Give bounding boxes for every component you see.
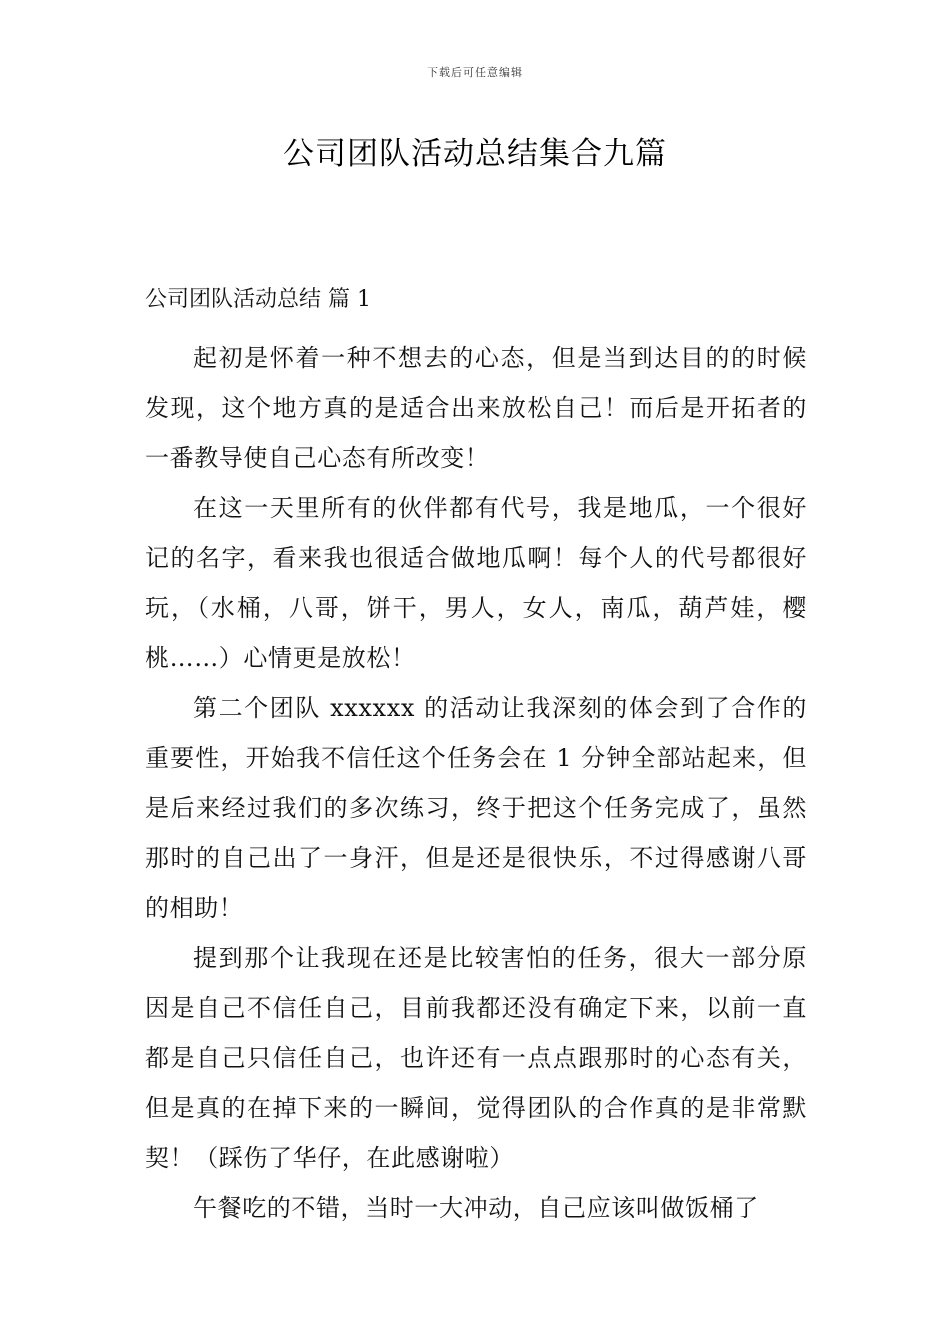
paragraph: 第二个团队 xxxxxx 的活动让我深刻的体会到了合作的重要性，开始我不信任这个任务会在 1 分钟全部站起来，但是后来经过我们的多次练习，终于把这个任务完成了，虽然那时的自己出了一身汗，但是还是很快乐，不过得感谢八哥的相助！	[145, 694, 807, 922]
document-title: 公司团队活动总结集合九篇	[283, 136, 667, 172]
document-body	[145, 283, 807, 1233]
paragraph: 午餐吃的不错，当时一大冲动，自己应该叫做饭桶了	[193, 1194, 759, 1222]
section-heading: 公司团队活动总结 篇 1	[145, 287, 371, 312]
header-note: 下载后可任意编辑	[427, 66, 523, 79]
paragraph: 起初是怀着一种不想去的心态，但是当到达目的的时候发现，这个地方真的是适合出来放松自己！而后是开拓者的一番教导使自己心态有所改变！	[145, 344, 807, 472]
paragraph: 在这一天里所有的伙伴都有代号，我是地瓜，一个很好记的名字，看来我也很适合做地瓜啊！每个人的代号都很好玩，（水桶，八哥，饼干，男人，女人，南瓜，葫芦娃，樱桃……）心情更是放松！	[145, 494, 807, 672]
paragraph: 提到那个让我现在还是比较害怕的任务，很大一部分原因是自己不信任自己，目前我都还没有确定下来，以前一直都是自己只信任自己，也许还有一点点跟那时的心态有关，但是真的在掉下来的一瞬间，觉得团队的合作真的是非常默契！（踩伤了华仔，在此感谢啦）	[145, 944, 807, 1172]
